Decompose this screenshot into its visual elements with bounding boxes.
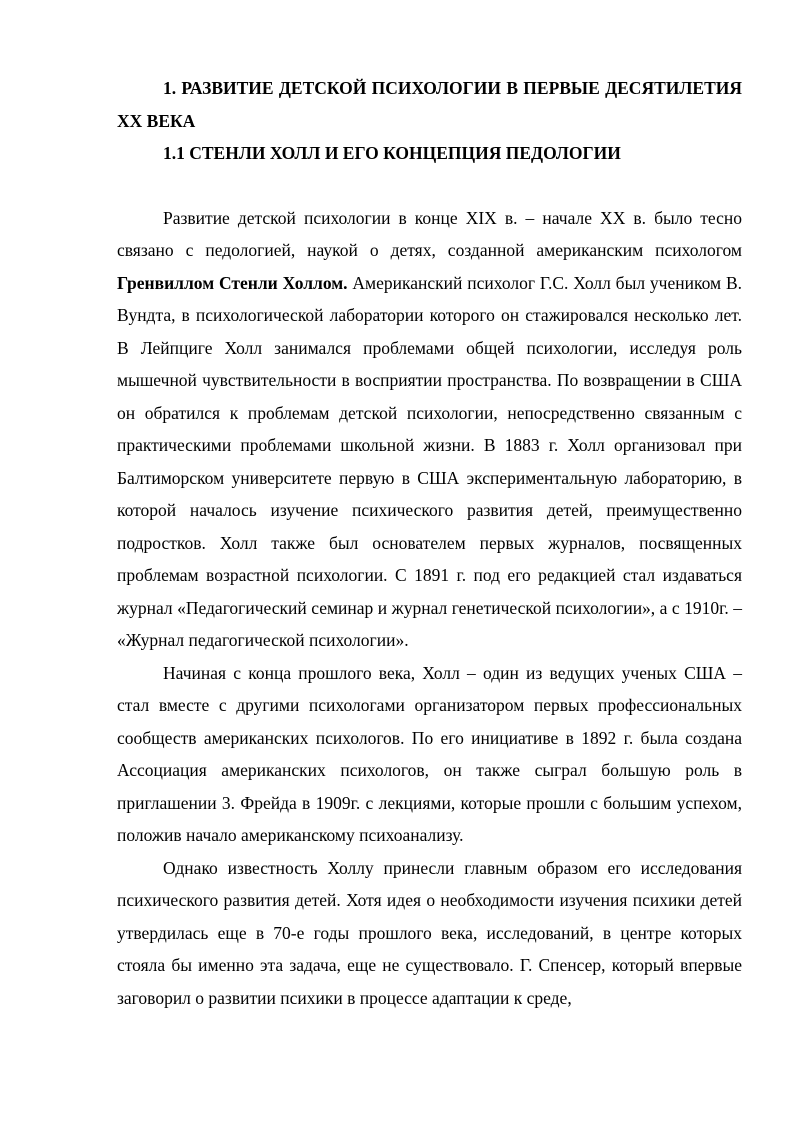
paragraph-1 xyxy=(117,202,742,657)
paragraph-2: Начиная с конца прошлого века, Холл – один из ведущих ученых США – стал вместе с другими психологами организатором первых профессиональных сообществ американских психологов. По его инициативе в 1892 г. была создана Ассоциация американских психологов, он также сыграл большую роль в приглашении 3. Фрейда в 1909г. с лекциями, которые прошли с большим успехом, положив начало американскому психоанализу. xyxy=(117,662,742,845)
paragraph-1-text-start: Развитие детской психологии в конце XIX в. – начале XX в. было тесно связано с педологией, наукой о детях, созданной американским психологом xyxy=(117,207,742,260)
author-name-bold: Гренвиллом Стенли Холлом. xyxy=(117,272,348,293)
chapter-heading: 1. РАЗВИТИЕ ДЕТСКОЙ ПСИХОЛОГИИ В ПЕРВЫЕ ДЕСЯТИЛЕТИЯ XX ВЕКА xyxy=(117,78,742,131)
paragraph-1-text-end: Американский психолог Г.С. Холл был учеником В. Вундта, в психологической лаборатории которого он стажировался несколько лет. В Лейпциге Холл занимался проблемами общей психологии, исследуя роль мышечной чувствительности в восприятии пространства. По возвращении в США он обратился к проблемам детской психологии, непосредственно связанным с практическими проблемами школьной жизни. В 1883 г. Холл организовал при Балтиморском университете первую в США экспериментальную лабораторию, в которой началось изучение психического развития детей, преимущественно подростков. Холл также был основателем первых журналов, посвященных проблемам возрастной психологии. С 1891 г. под его редакцией стал издаваться журнал «Педагогический семинар и журнал генетической психологии», а с 1910г. – «Журнал педагогической психологии». xyxy=(117,272,742,650)
document-body xyxy=(117,72,742,1014)
section-heading: 1.1 СТЕНЛИ ХОЛЛ И ЕГО КОНЦЕПЦИЯ ПЕДОЛОГИИ xyxy=(163,143,621,163)
paragraph-3: Однако известность Холлу принесли главным образом его исследования психического развития детей. Хотя идея о необходимости изучения психики детей утвердилась еще в 70-е годы прошлого века, исследований, в центре которых стояла бы именно эта задача, еще не существовало. Г. Спенсер, который впервые заговорил о развитии психики в процессе адаптации к среде, xyxy=(117,857,742,1008)
